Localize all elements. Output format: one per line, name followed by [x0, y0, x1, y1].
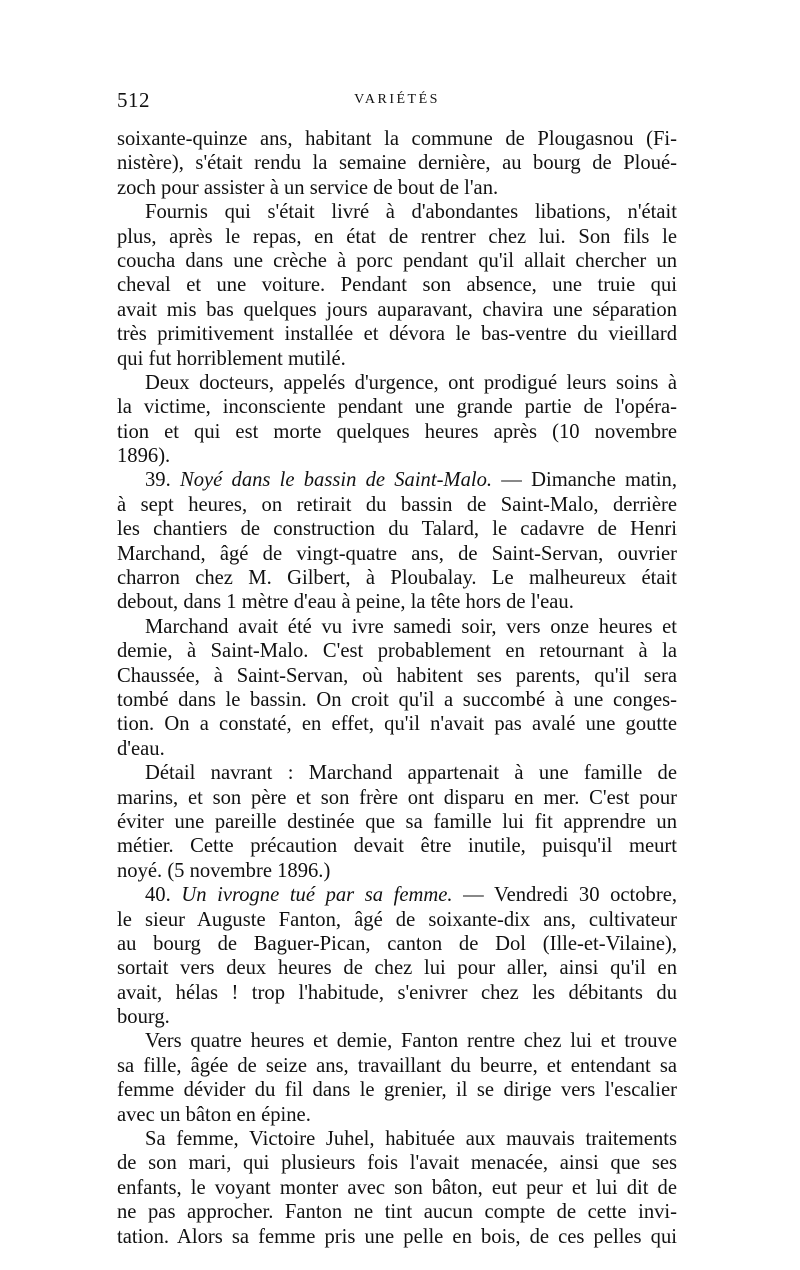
text-line: tion. On a constaté, en effet, qu'il n'avait pas avalé une goutte [117, 713, 677, 736]
text-line: debout, dans 1 mètre d'eau à peine, la tête hors de l'eau. [117, 591, 574, 614]
text-line: Sa femme, Victoire Juhel, habituée aux mauvais traitements [145, 1128, 677, 1151]
section-lead: — Dimanche matin, [501, 469, 678, 492]
text-line: Détail navrant : Marchand appartenait à une famille de [145, 762, 677, 785]
text-line: charron chez M. Gilbert, à Ploubalay. Le malheureux était [117, 567, 677, 590]
text-line: au bourg de Baguer-Pican, canton de Dol (Ille-et-Vilaine), [117, 932, 677, 955]
text-line: soixante-quinze ans, habitant la commune de Plougasnou (Fi- [117, 128, 677, 150]
text-line: Vers quatre heures et demie, Fanton rentre chez lui et trouve [145, 1030, 677, 1053]
text-line: Fournis qui s'était livré à d'abondantes libations, n'était [145, 201, 677, 224]
text-line: marins, et son père et son frère ont disparu en mer. C'est pour [117, 786, 677, 809]
text-line: nistère), s'était rendu la semaine dernière, au bourg de Ploué- [117, 152, 677, 175]
section-number: 40. [145, 884, 171, 907]
text-line: coucha dans une crèche à porc pendant qu'il allait chercher un [117, 249, 677, 272]
page-header [117, 88, 677, 118]
text-line: 1896). [117, 445, 171, 468]
text-line: d'eau. [117, 737, 165, 760]
section-lead: — Vendredi 30 octobre, [463, 884, 677, 907]
text-line: Chaussée, à Saint-Servan, où habitent ses parents, qu'il sera [117, 664, 677, 687]
text-line: bourg. [117, 1006, 170, 1029]
text-line: Marchand, âgé de vingt-quatre ans, de Saint-Servan, ouvrier [117, 542, 677, 565]
text-line: ne pas approcher. Fanton ne tint aucun compte de cette invi- [117, 1201, 677, 1224]
text-line: enfants, le voyant monter avec son bâton, eut peur et lui dit de [117, 1176, 677, 1199]
section-heading-40 [117, 883, 677, 907]
section-number: 39. [145, 469, 171, 492]
text-line: Marchand avait été vu ivre samedi soir, vers onze heures et [145, 615, 677, 638]
text-line: la victime, inconsciente pendant une grande partie de l'opéra- [117, 396, 677, 419]
text-line: zoch pour assister à un service de bout de l'an. [117, 176, 499, 199]
text-line: avait mis bas quelques jours auparavant, chavira une séparation [117, 298, 677, 321]
text-line: tion et qui est morte quelques heures après (10 novembre [117, 420, 677, 443]
text-line: tombé dans le bassin. On croit qu'il a succombé à une conges- [117, 688, 677, 711]
text-line: les chantiers de construction du Talard, le cadavre de Henri [117, 518, 677, 541]
text-line: demie, à Saint-Malo. C'est probablement en retournant à la [117, 640, 677, 663]
text-line: éviter une pareille destinée que sa famille lui fit apprendre un [117, 810, 677, 833]
text-line: très primitivement installée et dévora le bas-ventre du vieillard [117, 323, 677, 346]
text-line: à sept heures, on retirait du bassin de Saint-Malo, derrière [117, 493, 677, 516]
body-text [117, 127, 677, 1249]
text-line: de son mari, qui plusieurs fois l'avait menacée, ainsi que ses [117, 1152, 677, 1175]
text-line: cheval et une voiture. Pendant son absence, une truie qui [117, 274, 677, 297]
section-title: Un ivrogne tué par sa femme. [181, 884, 453, 907]
text-line: noyé. (5 novembre 1896.) [117, 859, 331, 882]
text-line: Deux docteurs, appelés d'urgence, ont prodigué leurs soins à [145, 371, 677, 394]
text-line: avec un bâton en épine. [117, 1103, 311, 1126]
text-line: tation. Alors sa femme pris une pelle en bois, de ces pelles qui [117, 1225, 677, 1248]
section-title: Noyé dans le bassin de Saint-Malo. [179, 469, 493, 492]
text-line: qui fut horriblement mutilé. [117, 347, 346, 370]
running-head: VARIÉTÉS [354, 92, 440, 107]
text-line: femme dévider du fil dans le grenier, il se dirige vers l'escalier [117, 1079, 677, 1102]
text-line: sa fille, âgée de seize ans, travaillant du beurre, et entendant sa [117, 1054, 677, 1077]
page-number: 512 [117, 88, 150, 112]
section-heading-39 [117, 468, 677, 492]
text-line: avait, hélas ! trop l'habitude, s'enivrer chez les débitants du [117, 981, 677, 1004]
text-line: sortait vers deux heures de chez lui pour aller, ainsi qu'il en [117, 957, 677, 980]
text-line: métier. Cette précaution devait être inutile, puisqu'il meurt [117, 835, 677, 858]
text-line: plus, après le repas, en état de rentrer chez lui. Son fils le [117, 225, 677, 248]
text-line: le sieur Auguste Fanton, âgé de soixante-dix ans, cultivateur [117, 908, 677, 931]
